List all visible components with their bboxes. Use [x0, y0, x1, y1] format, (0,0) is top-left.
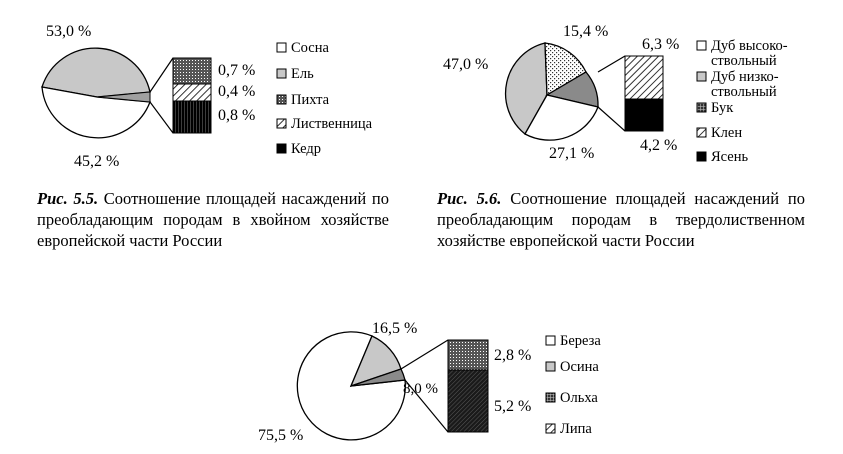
breakout-segment-kedr	[173, 101, 211, 133]
legend-label: Бук	[711, 100, 734, 116]
legend-swatch	[277, 144, 286, 153]
caption-text: Соотношение площадей насаждений по преобладающим породам в твердолиственном хозяйстве европейской части России	[437, 189, 805, 250]
data-label-dub-vysokostvolny-top: 15,4 %	[563, 23, 609, 40]
legend-label: Ель	[291, 66, 314, 82]
caption-text: Соотношение площадей насаждений по преобладающим породам в хвойном хозяйстве европейской части России	[37, 189, 389, 250]
legend-swatch	[546, 424, 555, 433]
data-label-kedr: 0,8 %	[218, 107, 256, 124]
legend-swatch	[546, 336, 555, 345]
legend-swatch	[546, 362, 555, 371]
data-label-dub-vysokostvolny: 27,1 %	[549, 145, 595, 162]
data-label-dub-nizkostvolny: 47,0 %	[443, 56, 489, 73]
breakout-segment-lipa	[448, 370, 488, 432]
legend	[697, 38, 788, 165]
pie-chart-hardwood	[443, 23, 788, 165]
breakout-connector-bottom	[150, 102, 173, 133]
legend-swatch	[697, 72, 706, 81]
breakout-connector-top	[401, 340, 448, 369]
legend-label: Липа	[560, 421, 592, 437]
pie-chart-conifer	[42, 23, 373, 170]
caption-number: Рис. 5.6.	[437, 189, 502, 208]
legend-swatch	[277, 69, 286, 78]
legend-label: Клен	[711, 125, 743, 141]
data-label-bereza: 75,5 %	[258, 427, 304, 444]
legend-swatch	[697, 103, 706, 112]
legend-label: Дуб высоко-ствольный	[711, 38, 788, 69]
legend-swatch	[697, 152, 706, 161]
data-label-klen: 6,3 %	[642, 36, 680, 53]
data-label-listvennitsa: 0,4 %	[218, 83, 256, 100]
data-label-sosna: 53,0 %	[46, 23, 92, 40]
legend-swatch	[277, 95, 286, 104]
legend-label: Лиственница	[291, 116, 373, 132]
pie-chart-softwood	[258, 320, 601, 444]
legend-swatch	[697, 41, 706, 50]
breakout-segment-klen	[625, 56, 663, 99]
legend	[277, 40, 373, 157]
data-label-osina: 16,5 %	[372, 320, 418, 337]
data-label-yasen: 4,2 %	[640, 137, 678, 154]
breakout-connector-top	[598, 56, 625, 72]
breakout-connector-bottom	[598, 107, 625, 131]
legend	[546, 333, 601, 437]
data-label-pikhta: 0,7 %	[218, 62, 256, 79]
legend-label: Ольха	[560, 390, 598, 406]
data-label-olkha-lipa: 8,0 %	[403, 381, 438, 397]
data-label-lipa: 5,2 %	[494, 398, 532, 415]
breakout-segment-yasen	[625, 99, 663, 131]
figure-caption-5-6	[437, 188, 805, 251]
legend-label: Осина	[560, 359, 599, 375]
legend-label: Кедр	[291, 141, 321, 157]
breakout-segment-pikhta	[173, 58, 211, 84]
breakout-segment-olkha	[448, 340, 488, 370]
caption-number: Рис. 5.5.	[37, 189, 99, 208]
legend-swatch	[277, 119, 286, 128]
breakout-segment-listvennitsa	[173, 84, 211, 101]
legend-swatch	[277, 43, 286, 52]
legend-label: Ясень	[711, 149, 749, 165]
legend-label: Пихта	[291, 92, 330, 108]
legend-label: Береза	[560, 333, 601, 349]
data-label-el: 45,2 %	[74, 153, 120, 170]
data-label-olkha: 2,8 %	[494, 347, 532, 364]
legend-swatch	[546, 393, 555, 402]
figure-caption-5-5	[37, 188, 389, 251]
legend-label: Дуб низко-ствольный	[711, 69, 779, 100]
legend-swatch	[697, 128, 706, 137]
legend-label: Сосна	[291, 40, 329, 56]
breakout-connector-top	[150, 58, 173, 92]
